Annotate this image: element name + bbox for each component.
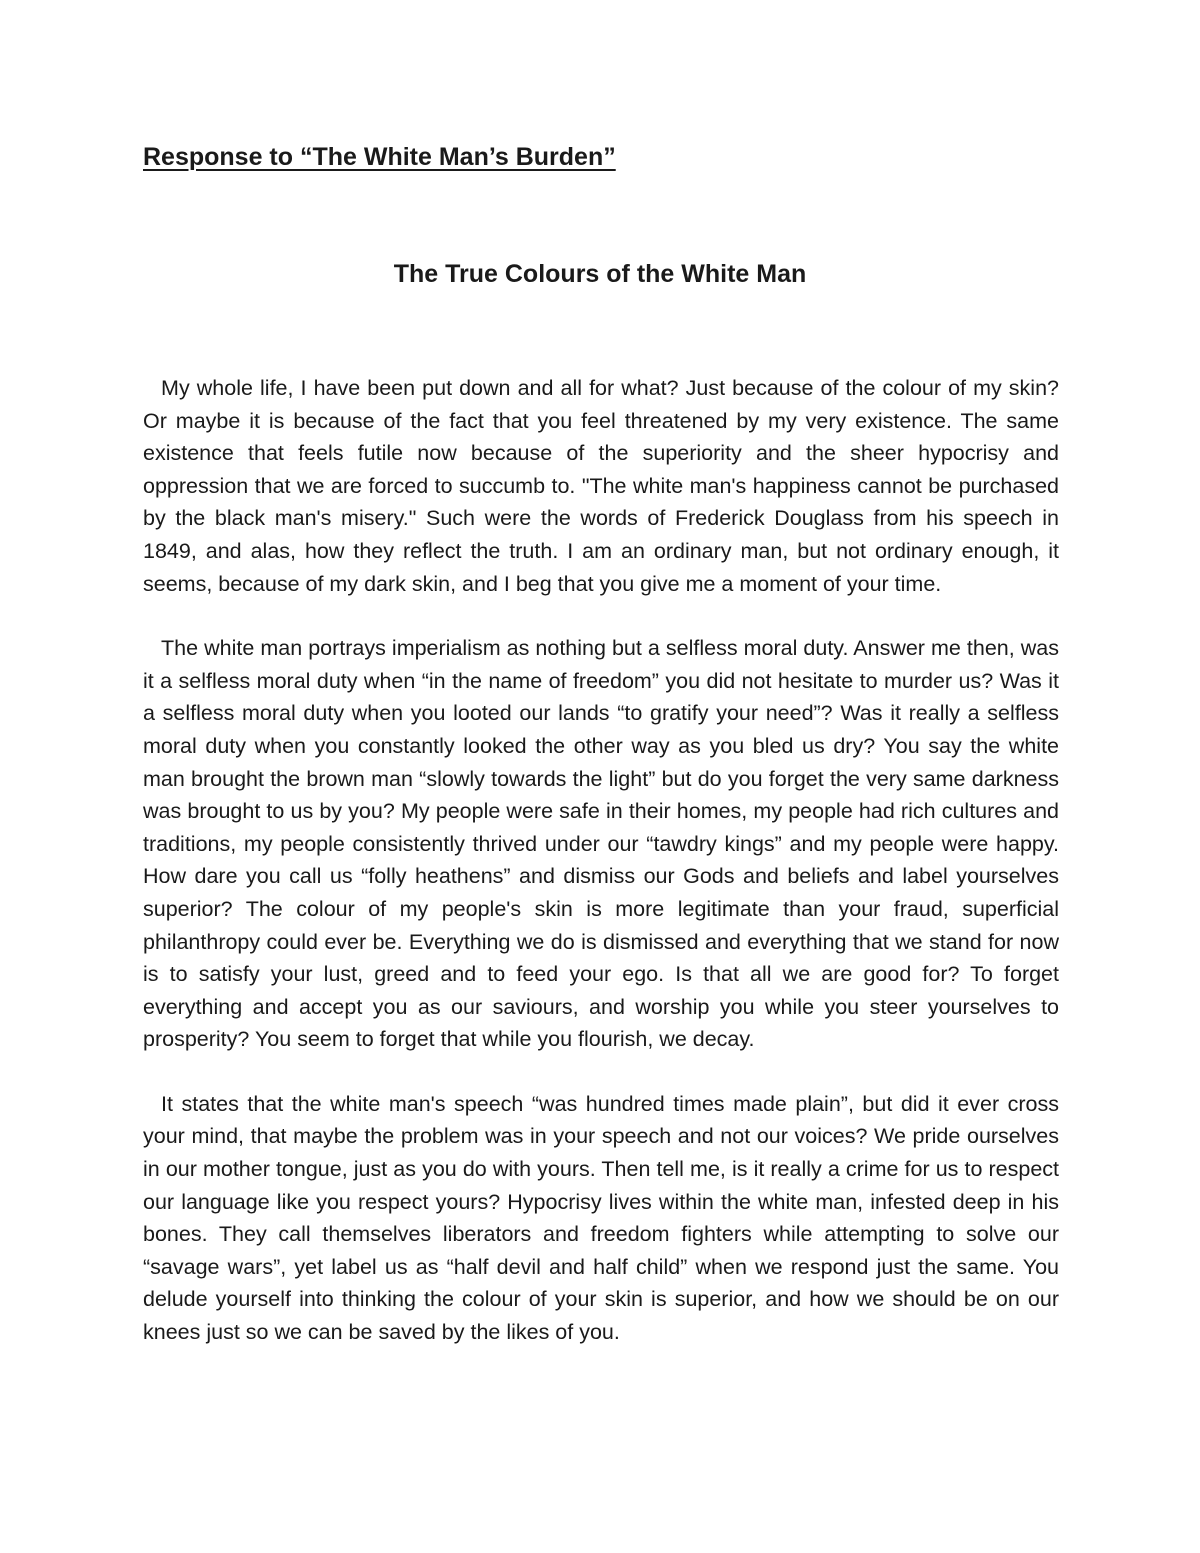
document-heading: Response to “The White Man’s Burden”: [143, 143, 616, 171]
essay-title: The True Colours of the White Man: [393, 260, 807, 288]
paragraph-3: It states that the white man's speech “was hundred times made plain”, but did it ever cross your mind, that maybe the problem was in your speech and not our voices? We pride ourselves in our mother tongue, just as you do with yours. Then tell me, is it really a crime for us to respect our language like you respect yours? Hypocrisy lives within the white man, infested deep in his bones. They call themselves liberators and freedom fighters while attempting to solve our “savage wars”, yet label us as “half devil and half child” when we respond just the same. You delude yourself into thinking the colour of your skin is superior, and how we should be on our knees just so we can be saved by the likes of you.: [143, 1091, 1059, 1345]
essay-body: [143, 372, 1059, 1349]
paragraph-2: The white man portrays imperialism as nothing but a selfless moral duty. Answer me then, was it a selfless moral duty when “in the name of freedom” you did not hesitate to murder us? Was it a selfless moral duty when you looted our lands “to gratify your need”? Was it really a selfless moral duty when you constantly looked the other way as you bled us dry? You say the white man brought the brown man “slowly towards the light” but do you forget the very same darkness was brought to us by you? My people were safe in their homes, my people had rich cultures and traditions, my people consistently thrived under our “tawdry kings” and my people were happy. How dare you call us “folly heathens” and dismiss our Gods and beliefs and label yourselves superior? The colour of my people's skin is more legitimate than your fraud, superficial philanthropy could ever be. Everything we do is dismissed and everything that we stand for now is to satisfy your lust, greed and to feed your ego. Is that all we are good for? To forget everything and accept you as our saviours, and worship you while you steer yourselves to prosperity? You seem to forget that while you flourish, we decay.: [143, 636, 1059, 1052]
paragraph-1: My whole life, I have been put down and all for what? Just because of the colour of my skin? Or maybe it is because of the fact that you feel threatened by my very existence. The same existence that feels futile now because of the superiority and the sheer hypocrisy and oppression that we are forced to succumb to. "The white man's happiness cannot be purchased by the black man's misery." Such were the words of Frederick Douglass from his speech in 1849, and alas, how they reflect the truth. I am an ordinary man, but not ordinary enough, it seems, because of my dark skin, and I beg that you give me a moment of your time.: [143, 376, 1059, 596]
